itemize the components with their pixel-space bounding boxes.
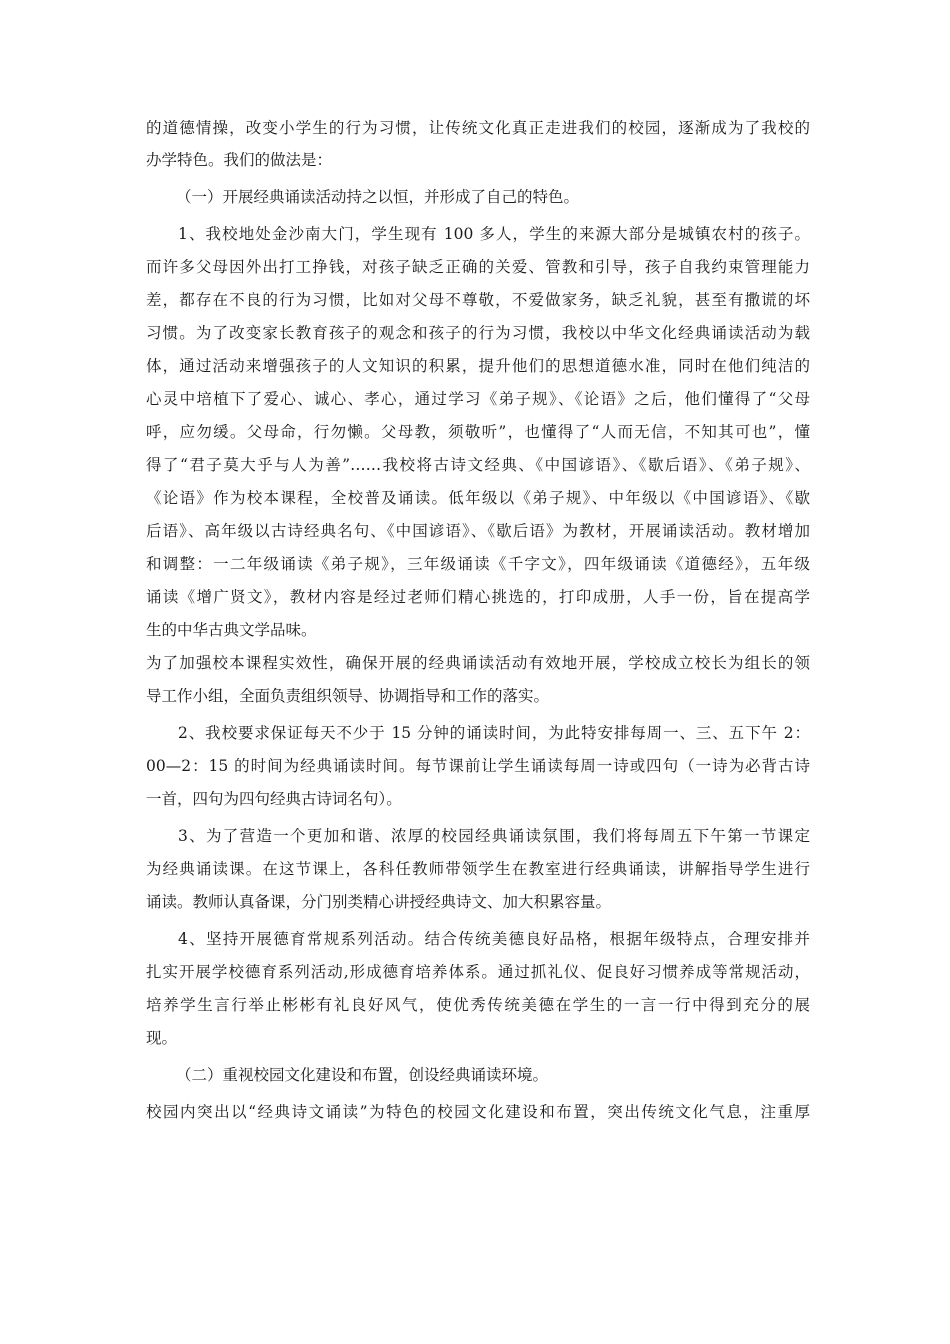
section-heading-1: （一）开展经典诵读活动持之以恒，并形成了自己的特色。 — [176, 188, 580, 206]
section-heading-2: （二）重视校园文化建设和布置，创设经典诵读环境。 — [176, 1066, 549, 1084]
text-line-30: 校园内突出以“经典诗文诵读”为特色的校园文化建设和布置，突出传统文化气息，注重厚 — [146, 1103, 810, 1121]
text-line-22: 3、为了营造一个更加和谐、浓厚的校园经典诵读氛围，我们将每周五下午第一节课定 — [178, 827, 810, 845]
text-line-9: 心灵中培植下了爱心、诚心、孝心，通过学习《弟子规》、《论语》之后，他们懂得了“父母 — [146, 390, 810, 408]
text-line-27: 培养学生言行举止彬彬有礼良好风气，使优秀传统美德在学生的一言一行中得到充分的展 — [146, 996, 810, 1014]
text-line-18: 导工作小组，全面负责组织领导、协调指导和工作的落实。 — [146, 687, 550, 705]
text-line-5: 而许多父母因外出打工挣钱，对孩子缺乏正确的关爱、管教和引导，孩子自我约束管理能力 — [146, 258, 810, 276]
text-line-15: 诵读《增广贤文》，教材内容是经过老师们精心挑选的，打印成册，人手一份，旨在提高学 — [146, 588, 810, 606]
text-line-16: 生的中华古典文学品味。 — [146, 621, 317, 639]
text-line-8: 体，通过活动来增强孩子的人文知识的积累，提升他们的思想道德水准，同时在他们纯洁的 — [146, 357, 810, 375]
text-line-11: 得了“君子莫大乎与人为善”……我校将古诗文经典、《中国谚语》、《歇后语》、《弟子规》、 — [146, 456, 810, 474]
text-line-28: 现。 — [146, 1029, 178, 1047]
text-line-20: 00—2：15 的时间为经典诵读时间。每节课前让学生诵读每周一诗或四句（一诗为必背古诗 — [146, 757, 810, 775]
text-line-26: 扎实开展学校德育系列活动,形成德育培养体系。通过抓礼仪、促良好习惯养成等常规活动， — [146, 963, 810, 981]
text-line-17: 为了加强校本课程实效性，确保开展的经典诵读活动有效地开展，学校成立校长为组长的领 — [146, 654, 810, 672]
text-line-23: 为经典诵读课。在这节课上，各科任教师带领学生在教室进行经典诵读，讲解指导学生进行 — [146, 860, 810, 878]
text-line-14: 和调整：一二年级诵读《弟子规》，三年级诵读《千字文》，四年级诵读《道德经》，五年级 — [146, 555, 810, 573]
text-line-10: 呼，应勿缓。父母命，行勿懒。父母教，须敬听”，也懂得了“人而无信，不知其可也”，懂 — [146, 423, 810, 441]
text-line-24: 诵读。教师认真备课，分门别类精心讲授经典诗文、加大积累容量。 — [146, 893, 612, 911]
text-line-21: 一首，四句为四句经典古诗词名句）。 — [146, 790, 402, 808]
text-line-1: 的道德情操，改变小学生的行为习惯，让传统文化真正走进我们的校园，逐渐成为了我校的 — [146, 119, 810, 137]
text-line-2: 办学特色。我们的做法是： — [146, 151, 333, 169]
text-line-7: 习惯。为了改变家长教育孩子的观念和孩子的行为习惯，我校以中华文化经典诵读活动为载 — [146, 324, 810, 342]
text-line-19: 2、我校要求保证每天不少于 15 分钟的诵读时间，为此特安排每周一、三、五下午 2： — [178, 724, 810, 742]
text-line-6: 差，都存在不良的行为习惯，比如对父母不尊敬，不爱做家务，缺乏礼貌，甚至有撒谎的坏 — [146, 291, 810, 309]
text-line-12: 《论语》作为校本课程，全校普及诵读。低年级以《弟子规》、中年级以《中国谚语》、《歇 — [146, 489, 810, 507]
text-line-4: 1、我校地处金沙南大门，学生现有 100 多人，学生的来源大部分是城镇农村的孩子。 — [178, 225, 810, 243]
text-line-13: 后语》、高年级以古诗经典名句、《中国谚语》、《歇后语》为教材，开展诵读活动。教材增加 — [146, 522, 810, 540]
text-line-25: 4、坚持开展德育常规系列活动。结合传统美德良好品格，根据年级特点，合理安排并 — [178, 930, 810, 948]
